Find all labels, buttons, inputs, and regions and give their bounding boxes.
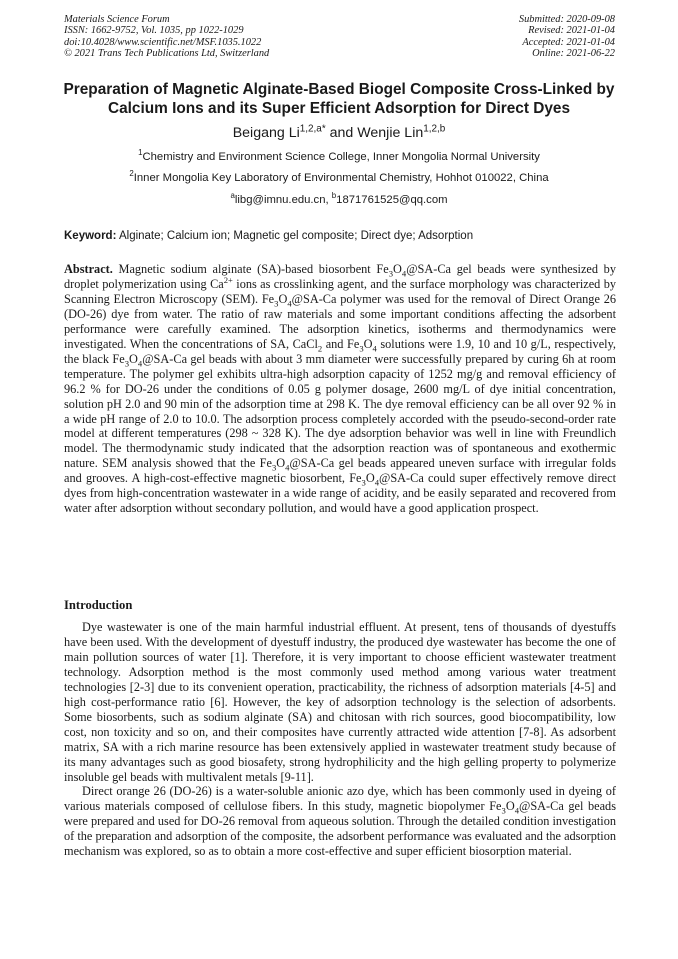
affiliation-1-text: Chemistry and Environment Science College, Inner Mongolia Normal University (142, 151, 540, 163)
email-a[interactable]: libg@imnu.edu.cn, (234, 194, 332, 206)
keywords-text: Alginate; Calcium ion; Magnetic gel composite; Direct dye; Adsorption (116, 230, 474, 242)
paper-title: Preparation of Magnetic Alginate-Based Biogel Composite Cross-Linked by Calcium Ions and its Super Efficient Adsorption for Direct Dyes (63, 81, 615, 117)
abstract-paragraph: Abstract. Magnetic sodium alginate (SA)-based biosorbent $Fe_3O_4@SA-Ca$ gel beads were synthesized by droplet polymerization using $Ca^{2+}$ ions as crosslinking agent, and the surface morphology was characterized by Scanning Electron Microscopy (SEM). $Fe_3O_4@SA-Ca$ polymer was used for the removal of Direct Orange 26 (DO-26) dye from water. The ratio of raw materials and some important conditions affecting the adsorbent performance were carefully examined. The adsorption kinetics, isotherms and thermodynamics were investigated. When the concentrations of SA, CaCl$_2$ and $Fe_3O_4$ solutions were 1.9, 10 and 10 g/L, respectively, the black $Fe_3O_4@SA-Ca$ gel beads with about 3 mm diameter were successfully prepared by curing 6h at room temperature. The polymer gel exhibits ultra-high adsorption capacity of 1252 mg/g and removal efficiency of 96.2 % for DO-26 under the conditions of 0.05 g polymer dosage, 2600 mg/L of dye initial concentration, solution pH 2.0 and 90 min of the adsorption time at 298 K. The dye removal efficiency can be all over 92 % in a wide pH range of 2.0 to 10.0. The adsorption process completely accorded with the pseudo-second-order rate model at different temperatures (298 ~ 328 K). The dye adsorption behavior was well in line with Freundlich model. The thermodynamic study indicated that the adsorption reaction was of spontaneous and exothermic nature. SEM analysis showed that the $Fe_3O_4@SA-Ca$ gel beads appeared uneven surface with irregular folds and grooves. A high-cost-effective magnetic biosorbent, $Fe_3O_4@SA-Ca$ could super effectively remove direct dyes from high-concentration wastewater in a wide range of acidity, and be easily separated and recovered from water after adsorption without secondary pollution, and would have a good application prospect. (64, 262, 617, 516)
affiliation-1-marker: 1 (138, 148, 143, 158)
abstract (64, 262, 616, 516)
author-line (40, 124, 638, 142)
author-1-marker: 1,2,a* (299, 123, 326, 135)
doi-line: doi:10.4028/www.scientific.net/MSF.1035.1022 (64, 36, 262, 48)
affiliation-2-text: Inner Mongolia Key Laboratory of Environmental Chemistry, Hohhot 010022, China (133, 172, 549, 184)
publication-dates (519, 14, 615, 59)
submitted-date: Submitted: 2020-09-08 (518, 14, 615, 25)
abstract-label: Abstract. (64, 262, 113, 276)
author-conjunction: and (325, 125, 358, 141)
author-2: Wenjie Lin (357, 125, 424, 141)
email-b-marker: b (331, 191, 337, 201)
intro-paragraph-2: Direct orange 26 (DO-26) is a water-soluble anionic azo dye, which has been commonly used in dyeing of various materials composed of cellulose fibers. In this study, magnetic biopolymer $Fe_3O_4@SA-Ca$ gel beads were prepared and used for DO-26 removal from aqueous solution. Through the detailed condition investigation of the preparation and adsorption of the composite, the adsorbent performance was evaluated and the adsorption mechanism was explored, so as to obtain a more cost-effective and super efficient biosorption material. (64, 784, 616, 859)
affiliation-2 (40, 171, 638, 185)
keywords (64, 229, 624, 243)
affiliation-2-marker: 2 (129, 169, 134, 179)
revised-date: Revised: 2021-01-04 (528, 25, 615, 37)
author-2-marker: 1,2,b (423, 123, 446, 135)
issn-line: ISSN: 1662-9752, Vol. 1035, pp 1022-1029 (64, 25, 244, 37)
affiliation-1 (40, 150, 638, 164)
accepted-date: Accepted: 2021-01-04 (522, 36, 615, 48)
email-a-marker: a (230, 191, 235, 201)
introduction-heading: Introduction (64, 598, 133, 612)
online-date: Online: 2021-06-22 (532, 47, 615, 59)
email-line (40, 193, 638, 207)
intro-paragraph-1: Dye wastewater is one of the main harmful industrial effluent. At present, tens of thousands of dyestuffs have been used. With the development of dyestuff industry, the produced dye wastewater has become the one of main pollution sources of water [1]. Therefore, it is very important to choose efficient wastewater treatment technology. Adsorption method is the most commonly used method among various water treatment technologies [2-3] due to its convenient operation, practicability, the richness of adsorption materials [4-5] and high cost-performance ratio [6]. However, the key of adsorption technology is the selection of adsorbents. Some biosorbents, such as sodium alginate (SA) and chitosan with rich sources, good biocompatibility, low cost, non toxicity and so on, and their composites have currently attracted wide attention [7-8]. As adsorbent matrix, SA with a rich marine resource has been extensively applied in wastewater treatment study because of its many advantages such as good biosafety, strong hydrophilicity and the high gelling property to polymerize insoluble gel beads with multivalent metals [9-11]. (64, 620, 616, 784)
journal-name: Materials Science Forum (64, 14, 170, 25)
author-1: Beigang Li (232, 125, 300, 141)
journal-info (64, 14, 269, 59)
keywords-label: Keyword: (64, 230, 117, 242)
copyright-line: © 2021 Trans Tech Publications Ltd, Switzerland (64, 47, 270, 59)
introduction-body (64, 620, 616, 859)
email-b[interactable]: 1871761525@qq.com (336, 194, 448, 206)
